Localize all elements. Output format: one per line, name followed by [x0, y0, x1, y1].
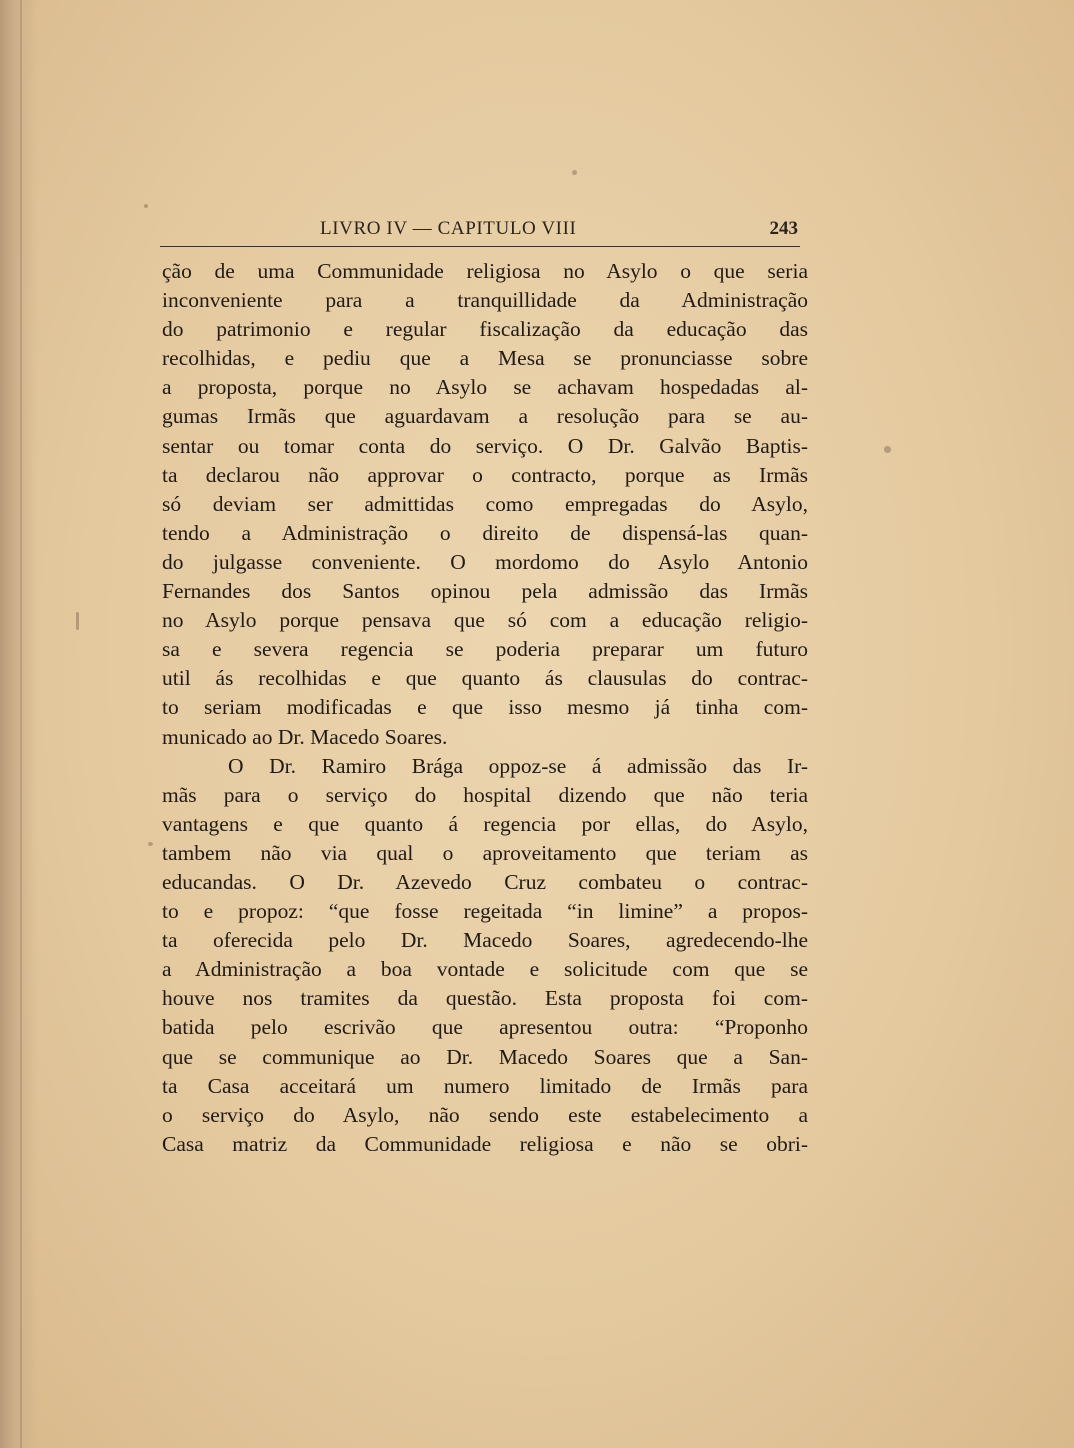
text-line: batida pelo escrivão que apresentou outra: “Proponho — [162, 1015, 808, 1040]
text-line: do patrimonio e regular fiscalização da educação das — [162, 317, 808, 342]
text-line: tendo a Administração o direito de dispensá-las quan- — [162, 520, 808, 545]
text-line: O Dr. Ramiro Brága oppoz-se á admissão das Ir- — [228, 753, 808, 778]
text-line: só deviam ser admittidas como empregadas do Asylo, — [162, 491, 808, 516]
paragraph — [162, 752, 808, 1159]
page-number: 243 — [769, 218, 798, 239]
text-line: educandas. O Dr. Azevedo Cruz combateu o contrac- — [162, 869, 808, 894]
text-line: o serviço do Asylo, não sendo este estabelecimento a — [162, 1102, 808, 1127]
text-line: ção de uma Communidade religiosa no Asylo o que seria — [162, 259, 808, 283]
text-line: ta Casa acceitará um numero limitado de Irmãs para — [162, 1073, 808, 1098]
text-line: sa e severa regencia se poderia preparar um futuro — [162, 637, 808, 662]
text-line: mãs para o serviço do hospital dizendo que não teria — [162, 782, 808, 807]
text-line: do julgasse conveniente. O mordomo do Asylo Antonio — [162, 549, 808, 574]
ink-speck — [884, 446, 891, 453]
text-line: no Asylo porque pensava que só com a educação religio- — [162, 608, 808, 633]
text-line: sentar ou tomar conta do serviço. O Dr. Galvão Baptis- — [162, 433, 808, 458]
running-head: LIVRO IV — CAPITULO VIII — [320, 218, 577, 239]
text-line: to seriam modificadas e que isso mesmo já tinha com- — [162, 695, 808, 720]
paragraph — [162, 257, 808, 752]
text-line: houve nos tramites da questão. Esta proposta foi com- — [162, 986, 808, 1011]
page-header — [160, 212, 800, 247]
ink-speck — [76, 612, 79, 630]
text-line: to e propoz: “que fosse regeitada “in limine” a propos- — [162, 899, 808, 924]
page-fold-line — [20, 0, 22, 1448]
text-line: vantagens e que quanto á regencia por ellas, do Asylo, — [162, 811, 808, 836]
text-line: gumas Irmãs que aguardavam a resolução para se au- — [162, 404, 808, 429]
ink-speck — [144, 204, 148, 208]
text-line: a Administração a boa vontade e solicitude com que se — [162, 957, 808, 982]
text-line: ta declarou não approvar o contracto, porque as Irmãs — [162, 462, 808, 487]
text-line: inconveniente para a tranquillidade da Administração — [162, 288, 808, 313]
page-edge-shadow — [0, 0, 38, 1448]
text-line: que se communique ao Dr. Macedo Soares que a San- — [162, 1044, 808, 1069]
text-line: util ás recolhidas e que quanto ás clausulas do contrac- — [162, 666, 808, 691]
ink-speck — [572, 170, 577, 175]
ink-speck — [148, 842, 153, 846]
text-line: a proposta, porque no Asylo se achavam hospedadas al- — [162, 375, 808, 400]
text-line: Fernandes dos Santos opinou pela admissão das Irmãs — [162, 579, 808, 604]
text-line: Casa matriz da Communidade religiosa e não se obri- — [162, 1131, 808, 1156]
text-line: recolhidas, e pediu que a Mesa se pronunciasse sobre — [162, 346, 808, 371]
text-line: tambem não via qual o aproveitamento que teriam as — [162, 840, 808, 865]
text-line: ta oferecida pelo Dr. Macedo Soares, agredecendo-lhe — [162, 928, 808, 953]
text-line: municado ao Dr. Macedo Soares. — [162, 724, 448, 749]
body-text — [162, 257, 808, 1159]
